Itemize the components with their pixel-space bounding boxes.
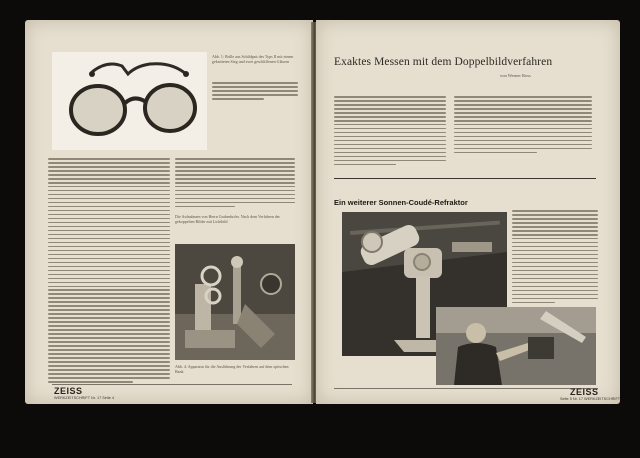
right-footer-rule bbox=[334, 388, 598, 389]
byline: von Werner Ross bbox=[500, 73, 531, 78]
zeiss-logo-right: ZEISS bbox=[570, 387, 599, 397]
article-text bbox=[512, 210, 598, 306]
caption-instruments: Abb. 4: Apparatur für die Ausführung der Verfahren auf dem optischen Bank bbox=[175, 364, 289, 374]
left-column-2-text bbox=[175, 158, 295, 210]
right-footer-text: Seite 5 Nr. 17 WERKZEITSCHRIFT bbox=[560, 397, 621, 401]
left-footer-rule bbox=[52, 384, 292, 385]
section-rule bbox=[334, 178, 596, 179]
zeiss-logo-left: ZEISS bbox=[54, 386, 83, 396]
caption-middle: Die Aufnahmen von Herrn Grabenhofer. Nach dem Verfahren der gekoppelten Bilder mit Lichtbild bbox=[175, 214, 280, 224]
spectacles-photo bbox=[52, 52, 207, 150]
article-title: Ein weiterer Sonnen-Coudé-Refraktor bbox=[334, 198, 468, 207]
right-column-2-text bbox=[454, 96, 592, 156]
astronomer-photo bbox=[436, 307, 596, 385]
left-column-1-text bbox=[48, 158, 170, 385]
instruments-photo bbox=[175, 244, 295, 360]
left-footer-text: WERKZEITSCHRIFT Nr. 17 Seite 4 bbox=[54, 396, 115, 400]
caption-spectacles: Abb. 1: Brille aus Schildpatt des Typs II mit einem geknöteten Steg und zwei geschliffenen Gläsern bbox=[212, 54, 294, 64]
page-title: Exaktes Messen mit dem Doppelbildverfahren bbox=[334, 56, 553, 68]
right-column-1-text bbox=[334, 96, 446, 168]
caption-spectacles-lines bbox=[212, 82, 298, 102]
